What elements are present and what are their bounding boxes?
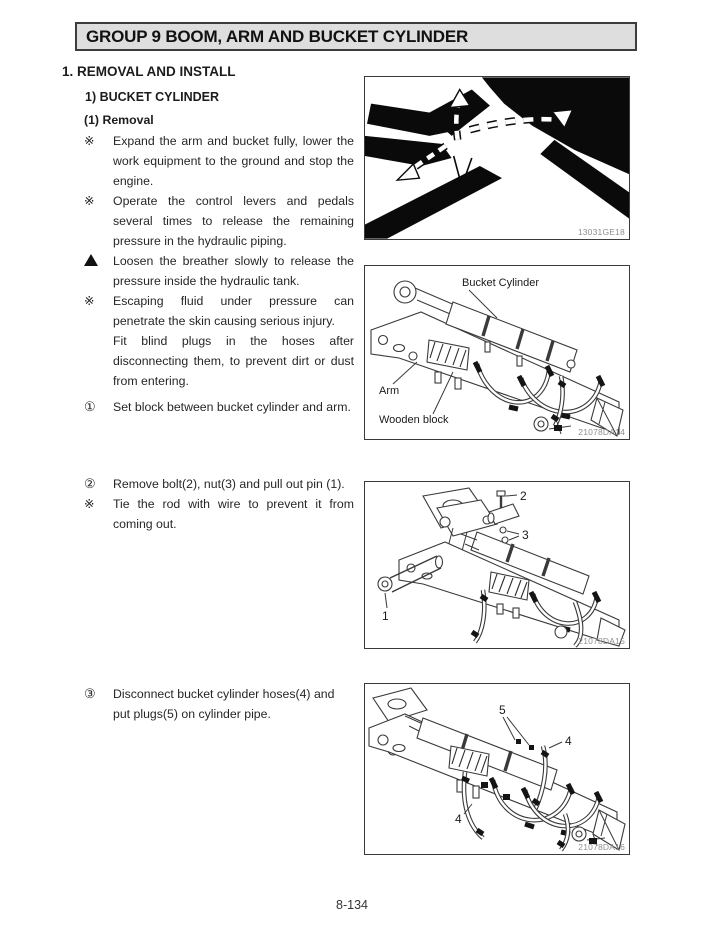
note-text: Tie the rod with wire to prevent it from coming out. <box>113 497 354 531</box>
figure-code: 21078DA16 <box>578 842 625 852</box>
note-tie-rod <box>84 494 354 534</box>
figure-pin-removal <box>364 481 630 649</box>
pin-removal-illustration <box>365 482 629 648</box>
callout-2: 2 <box>520 489 527 503</box>
note-escaping-fluid <box>84 291 354 391</box>
subsection-title: 1) BUCKET CYLINDER <box>85 90 220 104</box>
note-text: Operate the control levers and pedals several times to release the remaining pressure in the hydraulic piping. <box>113 194 354 248</box>
injection-hazard-illustration <box>365 77 629 239</box>
note-operate-levers <box>84 191 354 251</box>
step2-text-block <box>84 474 354 534</box>
step-text: Set block between bucket cylinder and arm. <box>113 400 351 414</box>
reference-mark: ※ <box>84 497 95 511</box>
figure-hose-disconnect <box>364 683 630 855</box>
label-bucket-cylinder: Bucket Cylinder <box>462 277 540 289</box>
step-text: Disconnect bucket cylinder hoses(4) and put plugs(5) on cylinder pipe. <box>113 687 335 721</box>
figure-code: 21078DA15 <box>578 636 625 646</box>
hose-disconnect-illustration <box>365 684 629 854</box>
step-number: ② <box>84 476 96 491</box>
step-number: ③ <box>84 686 96 701</box>
callout-4-left: 4 <box>455 812 462 826</box>
group-title: GROUP 9 BOOM, ARM AND BUCKET CYLINDER <box>86 26 469 46</box>
step-number: ① <box>84 399 96 414</box>
note-expand-arm <box>84 131 354 191</box>
removal-title: (1) Removal <box>84 113 154 127</box>
step-2 <box>84 474 354 494</box>
step3-text-block <box>84 684 354 724</box>
label-arm: Arm <box>379 385 400 397</box>
label-wooden-block: Wooden block <box>379 414 449 426</box>
removal-text-block <box>84 110 354 417</box>
note-text <box>113 291 354 391</box>
callout-1: 1 <box>382 609 389 623</box>
step-3 <box>84 684 354 724</box>
section-title: 1. REMOVAL AND INSTALL <box>62 64 236 79</box>
step-1 <box>84 397 354 417</box>
arm-cylinder-illustration <box>365 266 629 439</box>
callout-5: 5 <box>499 703 506 717</box>
note-text-line1: Escaping fluid under pressure can penetrate the skin causing serious injury. <box>113 294 354 328</box>
figure-code: 13031GE18 <box>577 227 625 237</box>
note-text-line2: Fit blind plugs in the hoses after disconnecting them, to prevent dirt or dust from entering. <box>113 334 354 388</box>
warning-exclamation: ! <box>89 256 93 267</box>
callout-4-right: 4 <box>565 734 572 748</box>
group-header-box <box>75 22 637 51</box>
step-text: Remove bolt(2), nut(3) and pull out pin (1). <box>113 477 345 491</box>
callout-3: 3 <box>522 528 529 542</box>
reference-mark: ※ <box>84 294 95 308</box>
figure-wooden-block-setup <box>364 265 630 440</box>
reference-mark: ※ <box>84 134 95 148</box>
note-loosen-breather <box>84 251 354 291</box>
note-text: Expand the arm and bucket fully, lower the work equipment to the ground and stop the engine. <box>113 134 354 188</box>
note-text: Loosen the breather slowly to release the pressure inside the hydraulic tank. <box>113 254 354 288</box>
figure-safety-pictogram <box>364 76 630 240</box>
figure-code: 21078DA14 <box>578 427 625 437</box>
page-number: 8-134 <box>336 898 368 912</box>
reference-mark: ※ <box>84 194 95 208</box>
warning-icon <box>84 251 102 291</box>
